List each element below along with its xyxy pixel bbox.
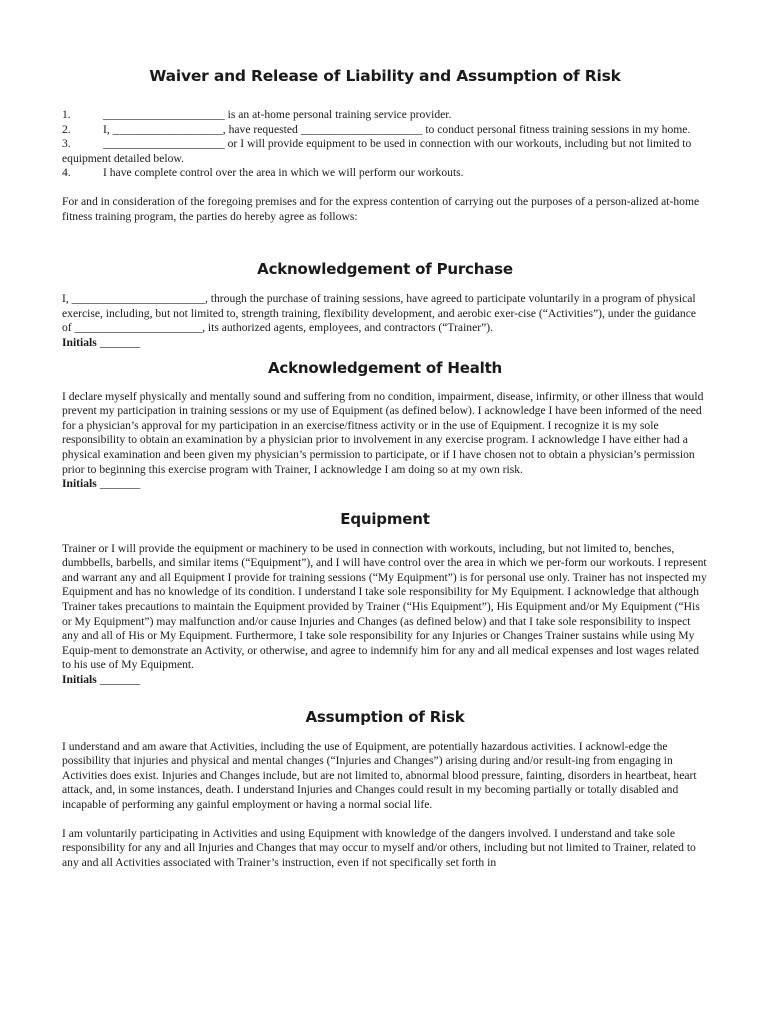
intro-item-text: _____________________ or I will provide equipment to be used in connection with our workouts, including but not limited to equipment detailed below. (62, 137, 692, 165)
purchase-paragraph: I, _______________________, through the purchase of training sessions, have agreed to participate voluntarily in a program of physical exercise, including, but not limited to, strength training, flexibility development, and aerobic exer-cise (“Activities”), under the guidance of ______________________, its authorized agents, employees, and contractors (“Trainer”). (62, 292, 696, 335)
initials-blank: _______ (99, 673, 141, 687)
risk-paragraph-1: I understand and am aware that Activities, including the use of Equipment, are potentially hazardous activities. I acknowl-edge the possibility that injuries and physical and mental changes (“Injuries and Changes”) arising during and/or result-ing from engaging in Activities does exist. Injuries and Changes include, but are not limited to, abnormal blood pressure, fainting, disorders in heartbeat, heart attack, and, in some instances, death. I understand Injuries and Changes could result in my becoming partially or totally disabled and incapable of performing any gainful employment or having a normal social life. (62, 739, 697, 811)
purchase-initials (62, 336, 708, 351)
risk-heading: Assumption of Risk (305, 707, 465, 726)
intro-item-number: 1. (62, 108, 71, 121)
intro-list (62, 108, 708, 181)
initials-label: Initials (62, 673, 97, 687)
equipment-heading: Equipment (340, 509, 430, 528)
equipment-initials (62, 673, 708, 688)
intro-item-3 (62, 137, 708, 166)
initials-blank: _______ (99, 335, 141, 349)
health-initials (62, 477, 708, 492)
health-heading: Acknowledgement of Health (267, 358, 503, 377)
premises-paragraph: For and in consideration of the foregoing premises and for the express contention of carrying out the purposes of a person-alized at-home fitness training program, the parties do hereby agree as follows: (62, 194, 700, 223)
intro-item-text: _____________________ is an at-home personal training service provider. (103, 108, 452, 121)
intro-item-text: I, ___________________, have requested _____________________ to conduct personal fitness training sessions in my home. (103, 122, 691, 136)
intro-item-2 (62, 123, 708, 138)
initials-label: Initials (62, 477, 97, 491)
intro-item-1 (62, 108, 708, 123)
equipment-paragraph: Trainer or I will provide the equipment or machinery to be used in connection with workouts, including, but not limited to, benches, dumbbells, barbells, and similar items (“Equipment”), and I will have control over the area in which we per-form our workouts. I represent and warrant any and all Equipment I provide for training sessions (“My Equipment”) is for personal use only. Trainer has not inspected my Equipment and has no knowledge of its condition. I understand I take sole responsibility for My Equipment. I acknowledge that although Trainer takes precautions to maintain the Equipment provided by Trainer (“His Equipment”), His Equipment and/or My Equipment (“His or My Equipment”) may malfunction and/or cause Injuries and Changes (as defined below) and that I take sole responsibility to inspect any and all of His or My Equipment. Furthermore, I take sole responsibility for any Injuries or Changes Trainer sustains while using My Equip-ment to demonstrate an Activity, or otherwise, and agree to indemnify him for any and all medical expenses and lost wages related to his use of My Equipment. (62, 541, 707, 672)
intro-item-number: 3. (62, 137, 71, 151)
initials-blank: _______ (99, 477, 141, 491)
intro-item-number: 4. (62, 166, 71, 180)
intro-item-text: I have complete control over the area in which we will perform our workouts. (103, 166, 464, 180)
intro-item-number: 2. (62, 122, 71, 136)
intro-item-4 (62, 166, 708, 181)
risk-paragraph-2: I am voluntarily participating in Activities and using Equipment with knowledge of the dangers involved. I understand and take sole responsibility for any and all Injuries and Changes that may occur to myself and/or others, including but not limited to Trainer, related to any and all Activities associated with Trainer’s instruction, even if not specifically set forth in (62, 826, 696, 869)
initials-label: Initials (62, 335, 97, 349)
purchase-heading: Acknowledgement of Purchase (257, 260, 513, 279)
document-title: Waiver and Release of Liability and Assumption of Risk (149, 67, 621, 85)
health-paragraph: I declare myself physically and mentally sound and suffering from no condition, impairment, disease, infirmity, or other illness that would prevent my participation in training sessions or my use of Equipment (as defined below). I acknowledge I have been informed of the need for a physician’s approval for my participation in an exercise/fitness activity or in the use of Equipment. I recognize it is my sole responsibility to obtain an examination by a physician prior to involvement in any exercise program. I acknowledge I have either had a physical examination and been given my physician’s permission to participate, or if I have chosen not to obtain a physician’s permission prior to beginning this exercise program with Trainer, I acknowledge I am doing so at my own risk. (62, 389, 704, 476)
